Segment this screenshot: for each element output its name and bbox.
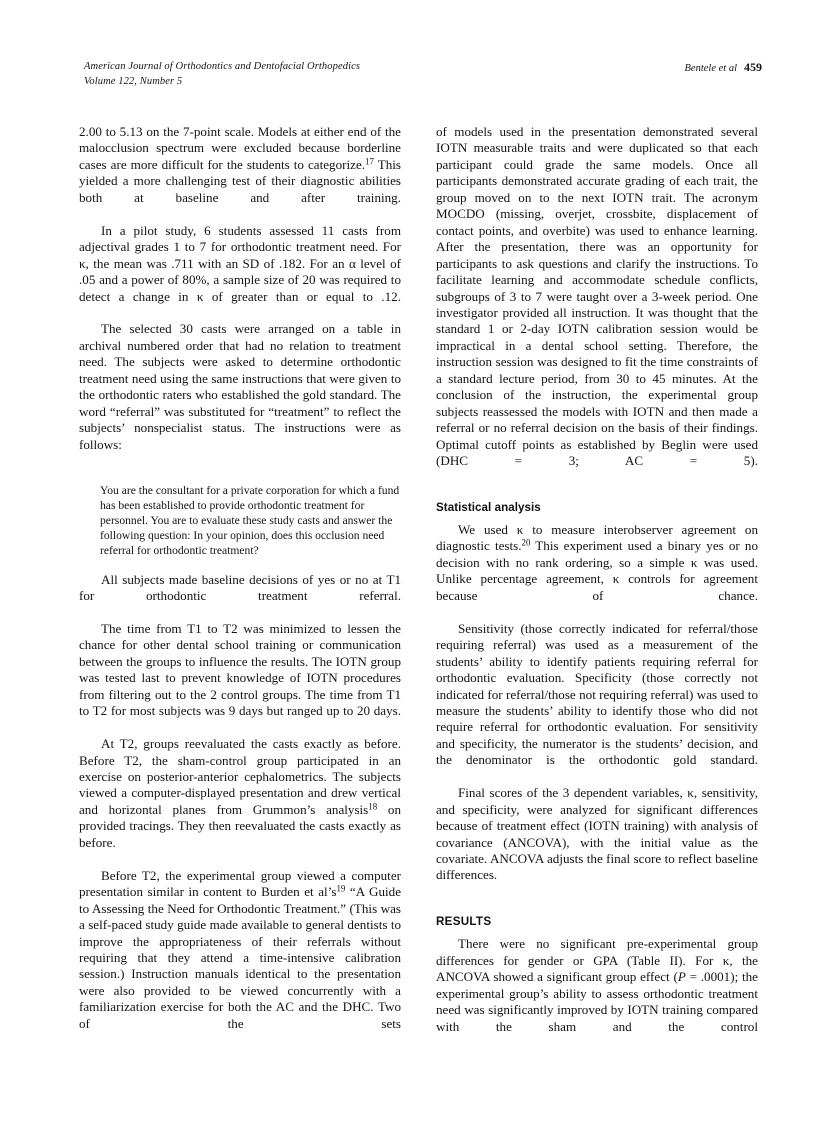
reference-marker: 20	[521, 537, 531, 548]
paragraph: The time from T1 to T2 was minimized to lessen the chance for other dental school training or communication between the groups to influence the results. The IOTN group was tested last to prevent knowledge of IOTN procedures from filtering out to the 2 control groups. The time from T1 to T2 for most subjects was 9 days but ranged up to 20 days.	[79, 620, 401, 719]
right-column	[436, 124, 758, 1052]
block-quote-instructions	[100, 483, 401, 559]
paragraph: The selected 30 casts were arranged on a table in archival numbered order that had no relation to treatment need. The subjects were asked to determine orthodontic treatment need using the same instructions that were given to the orthodontic raters who established the gold standard. The word “referral” was substituted for “treatment” to reflect the subjects’ nonspecialist status. The instructions were as follows:	[79, 321, 401, 452]
journal-title-block	[84, 60, 360, 89]
journal-name: American Journal of Orthodontics and Dentofacial Orthopedics	[84, 61, 361, 72]
statistic-symbol-p: P	[677, 969, 686, 985]
paragraph-text-continued: on provided tracings. They then reevaluated the casts exactly as before.	[79, 801, 401, 850]
paragraph	[436, 522, 758, 621]
paragraph-text-continued: = .0001); the experimental group’s ability to assess orthodontic treatment need was significantly improved by IOTN training compared with the sham and the control	[436, 969, 758, 1034]
journal-volume-issue: Volume 122, Number 5	[84, 75, 183, 87]
paragraph: Final scores of the 3 dependent variables, κ, sensitivity, and specificity, were analyzed for significant differences because of treatment effect (IOTN training) with analysis of covariance (ANCOVA), with the initial value as the covariate. ANCOVA adjusts the final score to reflect baseline differences.	[436, 785, 758, 883]
section-heading-statistical-analysis: Statistical analysis	[436, 500, 541, 514]
reference-marker: 17	[365, 156, 374, 167]
reference-marker: 18	[368, 801, 378, 812]
running-head-right	[685, 60, 762, 77]
paragraph: Sensitivity (those correctly indicated for referral/those requiring referral) was used as a measurement of the students’ ability to identify patients requiring referral for orthodontic evaluation. Specificity (those correctly not indicated for referral/those not requiring referral) was used to measure the students’ ability to identify those who did not require referral for orthodontic evaluation. For sensitivity and specificity, the numerator is the students’ decision, and the denominator is the orthodontic gold standard.	[436, 620, 758, 768]
running-head	[84, 60, 762, 89]
article-authors: Bentele et al	[684, 63, 737, 74]
paragraph-text: There were no significant pre-experimental group differences for gender or GPA (Table II). For κ, the ANCOVA showed a significant group effect (	[436, 936, 758, 985]
paragraph-text: Before T2, the experimental group viewed a computer presentation similar in content to Burden et al’s	[79, 867, 401, 900]
paragraph-text: At T2, groups reevaluated the casts exactly as before. Before T2, the sham-control group participated in an exercise on posterior-anterior cephalometrics. The subjects viewed a computer-displayed presentation and drew vertical and horizontal planes from Grummon’s analysis	[79, 736, 401, 817]
section-heading-results: RESULTS	[436, 915, 492, 929]
paragraph: In a pilot study, 6 students assessed 11 casts from adjectival grades 1 to 7 for orthodontic treatment need. For κ, the mean was .711 with an SD of .182. For an α level of .05 and a power of 80%, a sample size of 20 was required to detect a change in κ of greater than or equal to .12.	[79, 222, 401, 304]
page-number: 459	[744, 60, 762, 74]
reference-marker: 19	[336, 883, 346, 894]
paragraph-text: We used κ to measure interobserver agreement on diagnostic tests.	[436, 521, 758, 554]
paragraph	[436, 936, 758, 1051]
paragraph-text-continued: This experiment used a binary yes or no decision with no rank ordering, so a simple κ was used. Unlike percentage agreement, κ controls for agreement because of chance.	[436, 538, 758, 603]
paragraph: of models used in the presentation demonstrated several IOTN measurable traits and were duplicated so that each participant could grade the same models. Once all participants demonstrated accurate grading of each trait, the group moved on to the next IOTN trait. The acronym MOCDO (missing, overjet, crossbite, displacement of contact points, and overbite) was used to enhance learning. After the presentation, there was an opportunity for participants to ask questions and clarify the instructions. To facilitate learning and accommodate schedule conflicts, subgroups of 3 to 7 were taught over a 3-week period. One investigator provided all instruction. It was thought that the standard 1 or 2-day IOTN calibration session would be impractical in a dental school setting. Therefore, the instruction session was designed to fit the time constraints of a standard lecture period, from 30 to 45 minutes. At the conclusion of the instruction, the experimental group subjects reassessed the models with IOTN and then made a referral or no referral decision on the basis of their findings. Optimal cutoff points as established by Beglin were used (DHC = 3; AC = 5).	[436, 124, 758, 469]
block-quote-text: You are the consultant for a private corporation for which a fund has been established to provide orthodontic treatment for personnel. You are to evaluate these study casts and answer the following question: In your opinion, does this occlusion need referral for orthodontic treatment?	[100, 483, 400, 558]
paragraph: All subjects made baseline decisions of yes or no at T1 for orthodontic treatment referral.	[79, 571, 401, 603]
paragraph	[79, 868, 401, 1049]
paragraph	[79, 736, 401, 868]
paragraph	[79, 124, 401, 223]
paragraph-text: 2.00 to 5.13 on the 7-point scale. Models at either end of the malocclusion spectrum were excluded because borderline cases are more difficult for the students to categorize.	[79, 124, 401, 172]
paragraph-text-continued: This yielded a more challenging test of their diagnostic abilities both at baseline and after training.	[79, 156, 401, 205]
left-column	[79, 124, 401, 1049]
paragraph-text-continued: “A Guide to Assessing the Need for Orthodontic Treatment.” (This was a self-paced study guide made available to general dentists to improve the appropriateness of their referrals without requiring that they attend a time-intensive calibration session.) Instruction manuals identical to the presentation were also provided to be viewed concurrently with a familiarization exercise for both the AC and the DHC. Two of the sets	[79, 884, 402, 1031]
